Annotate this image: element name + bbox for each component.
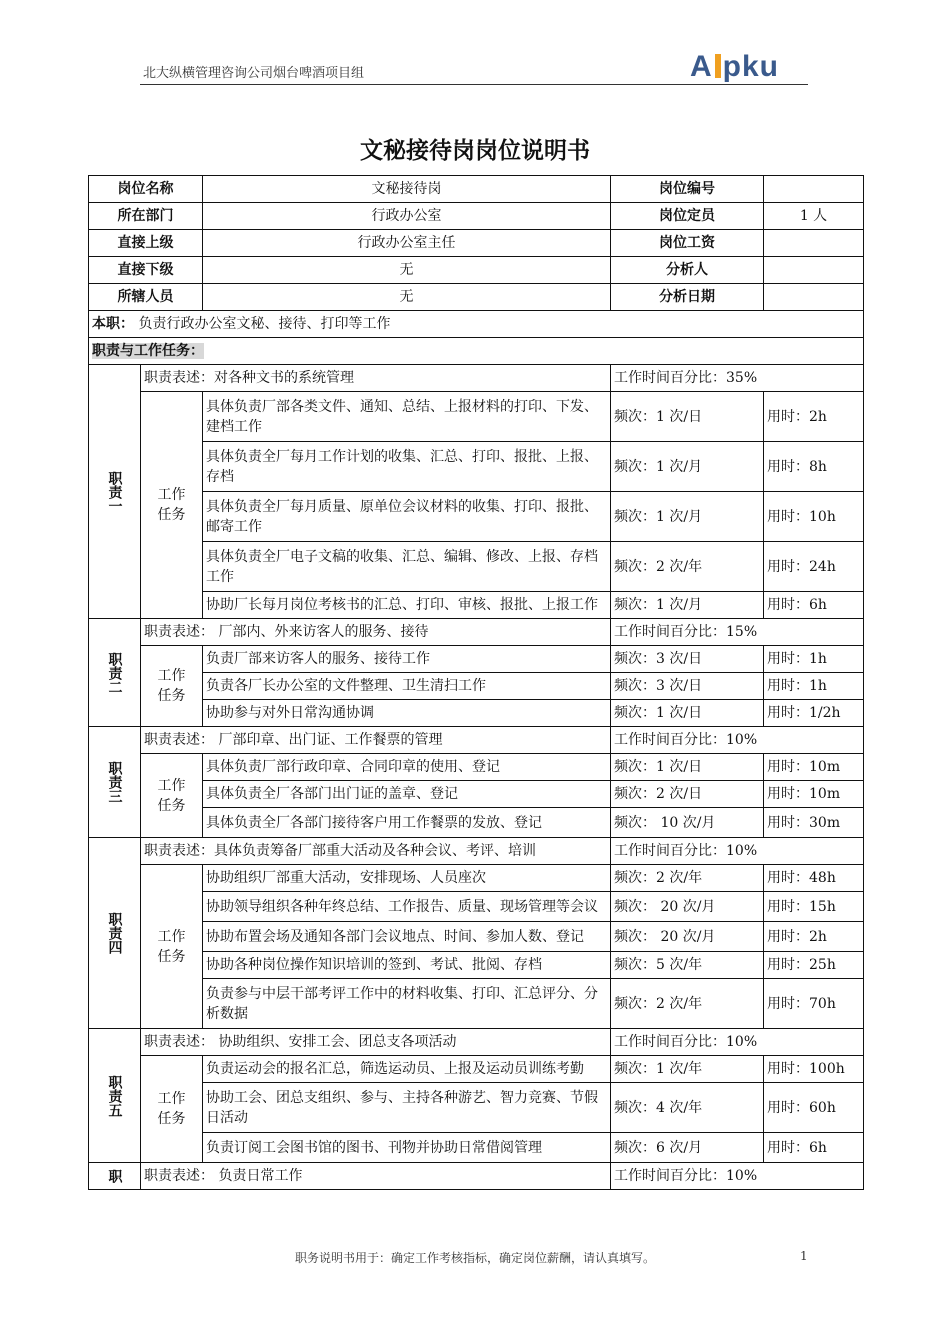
duty-label: 职责四 <box>89 838 141 1029</box>
position-code-label: 岗位编号 <box>611 176 764 203</box>
task-duration: 用时：10h <box>764 492 864 542</box>
task-duration: 用时：1h <box>764 673 864 700</box>
task-duration: 用时：48h <box>764 865 864 892</box>
task-text: 负责订阅工会图书馆的图书、刊物并协助日常借阅管理 <box>203 1133 611 1163</box>
logo-letter-a: A <box>690 50 713 83</box>
task-row <box>89 754 864 781</box>
role-row <box>89 311 864 338</box>
duty-description: 职责表述： 协助组织、安排工会、团总支各项活动 <box>141 1029 611 1056</box>
task-frequency: 频次：1 次/月 <box>611 442 764 492</box>
task-group-label: 工作任务 <box>141 1056 203 1163</box>
task-text: 负责运动会的报名汇总，筛选运动员、上报及运动员训练考勤 <box>203 1056 611 1083</box>
duties-header-cell <box>89 338 864 365</box>
task-row <box>89 1133 864 1163</box>
analyst-label: 分析人 <box>611 257 764 284</box>
task-group-label: 工作任务 <box>141 646 203 727</box>
task-row <box>89 781 864 808</box>
basic-row-4 <box>89 257 864 284</box>
task-duration: 用时：2h <box>764 922 864 952</box>
task-duration: 用时：70h <box>764 979 864 1029</box>
basic-row-1 <box>89 176 864 203</box>
task-text: 协助工会、团总支组织、参与、主持各种游艺、智力竞赛、节假日活动 <box>203 1083 611 1133</box>
footer-note: 职务说明书用于：确定工作考核指标，确定岗位薪酬，请认真填写。 <box>294 1251 655 1265</box>
task-frequency: 频次：2 次/日 <box>611 781 764 808</box>
task-group-label: 工作任务 <box>141 865 203 1029</box>
duty-desc-row <box>89 838 864 865</box>
task-text: 具体负责全厂各部门接待客户用工作餐票的发放、登记 <box>203 808 611 838</box>
duties-header: 职责与工作任务： <box>92 343 204 359</box>
task-row <box>89 1056 864 1083</box>
task-text: 负责厂部来访客人的服务、接待工作 <box>203 646 611 673</box>
company-logo <box>690 50 779 84</box>
role-label: 本职： <box>92 316 134 332</box>
duty-time-percent: 工作时间百分比：10% <box>611 727 864 754</box>
subordinate-label: 直接下级 <box>89 257 203 284</box>
task-duration: 用时：24h <box>764 542 864 592</box>
duty-description: 职责表述： 厂部内、外来访客人的服务、接待 <box>141 619 611 646</box>
task-text: 具体负责全厂每月工作计划的收集、汇总、打印、报批、上报、存档 <box>203 442 611 492</box>
task-frequency: 频次：1 次/月 <box>611 592 764 619</box>
logo-bar-icon <box>715 54 721 78</box>
task-duration: 用时：10m <box>764 754 864 781</box>
task-frequency: 频次：1 次/日 <box>611 700 764 727</box>
salary-value <box>764 230 864 257</box>
task-text: 具体负责厂部行政印章、合同印章的使用、登记 <box>203 754 611 781</box>
task-row <box>89 542 864 592</box>
page-title: 文秘接待岗岗位说明书 <box>360 138 590 164</box>
duty-label: 职责五 <box>89 1029 141 1163</box>
managed-staff-value: 无 <box>203 284 611 311</box>
basic-row-5 <box>89 284 864 311</box>
staff-quota-value: 1 人 <box>764 203 864 230</box>
task-row <box>89 1083 864 1133</box>
task-frequency: 频次：2 次/年 <box>611 542 764 592</box>
task-row <box>89 892 864 922</box>
task-text: 负责各厂长办公室的文件整理、卫生清扫工作 <box>203 673 611 700</box>
basic-row-3 <box>89 230 864 257</box>
logo-letters-pku: pku <box>722 50 780 83</box>
page-number: 1 <box>800 1249 808 1263</box>
duty-description: 职责表述： 负责日常工作 <box>141 1163 611 1190</box>
task-duration: 用时：60h <box>764 1083 864 1133</box>
salary-label: 岗位工资 <box>611 230 764 257</box>
task-text: 协助各种岗位操作知识培训的签到、考试、批阅、存档 <box>203 952 611 979</box>
task-row <box>89 700 864 727</box>
task-group-label: 工作任务 <box>141 392 203 619</box>
task-row <box>89 979 864 1029</box>
duty-time-percent: 工作时间百分比：15% <box>611 619 864 646</box>
task-duration: 用时：15h <box>764 892 864 922</box>
task-duration: 用时：100h <box>764 1056 864 1083</box>
task-frequency: 频次：1 次/年 <box>611 1056 764 1083</box>
task-frequency: 频次：6 次/月 <box>611 1133 764 1163</box>
task-row <box>89 646 864 673</box>
job-description-table <box>88 175 864 1190</box>
position-name-label: 岗位名称 <box>89 176 203 203</box>
task-duration: 用时：25h <box>764 952 864 979</box>
task-frequency: 频次：1 次/日 <box>611 392 764 442</box>
task-frequency: 频次：5 次/年 <box>611 952 764 979</box>
task-group-label: 工作任务 <box>141 754 203 838</box>
staff-quota-label: 岗位定员 <box>611 203 764 230</box>
position-name-value: 文秘接待岗 <box>203 176 611 203</box>
task-duration: 用时：30m <box>764 808 864 838</box>
task-duration: 用时：1h <box>764 646 864 673</box>
task-duration: 用时：6h <box>764 1133 864 1163</box>
position-code-value <box>764 176 864 203</box>
header-divider <box>140 84 808 85</box>
analysis-date-value <box>764 284 864 311</box>
header-org-name: 北大纵横管理咨询公司烟台啤酒项目组 <box>143 66 365 81</box>
task-text: 具体负责全厂每月质量、原单位会议材料的收集、打印、报批、邮寄工作 <box>203 492 611 542</box>
analysis-date-label: 分析日期 <box>611 284 764 311</box>
duty-desc-row <box>89 727 864 754</box>
task-frequency: 频次： 20 次/月 <box>611 892 764 922</box>
basic-row-2 <box>89 203 864 230</box>
task-text: 协助布置会场及通知各部门会议地点、时间、参加人数、登记 <box>203 922 611 952</box>
task-frequency: 频次：2 次/年 <box>611 865 764 892</box>
duty-time-percent: 工作时间百分比：10% <box>611 1029 864 1056</box>
task-row <box>89 392 864 442</box>
duty-description: 职责表述： 厂部印章、出门证、工作餐票的管理 <box>141 727 611 754</box>
duty-label: 职 <box>89 1163 141 1190</box>
task-duration: 用时：6h <box>764 592 864 619</box>
duty-desc-row <box>89 1163 864 1190</box>
superior-label: 直接上级 <box>89 230 203 257</box>
duty-label: 职责三 <box>89 727 141 838</box>
department-label: 所在部门 <box>89 203 203 230</box>
task-frequency: 频次： 20 次/月 <box>611 922 764 952</box>
task-text: 协助参与对外日常沟通协调 <box>203 700 611 727</box>
task-text: 协助领导组织各种年终总结、工作报告、质量、现场管理等会议 <box>203 892 611 922</box>
task-row <box>89 592 864 619</box>
task-duration: 用时：1/2h <box>764 700 864 727</box>
task-row <box>89 865 864 892</box>
task-frequency: 频次：1 次/月 <box>611 492 764 542</box>
subordinate-value: 无 <box>203 257 611 284</box>
duty-label: 职责二 <box>89 619 141 727</box>
analyst-value <box>764 257 864 284</box>
task-row <box>89 952 864 979</box>
task-row <box>89 673 864 700</box>
duty-desc-row <box>89 365 864 392</box>
task-frequency: 频次：4 次/年 <box>611 1083 764 1133</box>
task-text: 具体负责厂部各类文件、通知、总结、上报材料的打印、下发、建档工作 <box>203 392 611 442</box>
task-text: 负责参与中层干部考评工作中的材料收集、打印、汇总评分、分析数据 <box>203 979 611 1029</box>
task-text: 具体负责全厂电子文稿的收集、汇总、编辑、修改、上报、存档工作 <box>203 542 611 592</box>
task-frequency: 频次：3 次/日 <box>611 646 764 673</box>
superior-value: 行政办公室主任 <box>203 230 611 257</box>
duty-desc-row <box>89 619 864 646</box>
task-row <box>89 808 864 838</box>
task-frequency: 频次：3 次/日 <box>611 673 764 700</box>
duty-time-percent: 工作时间百分比：10% <box>611 838 864 865</box>
duty-time-percent: 工作时间百分比：10% <box>611 1163 864 1190</box>
duties-header-row <box>89 338 864 365</box>
task-text: 协助组织厂部重大活动，安排现场、人员座次 <box>203 865 611 892</box>
role-value: 负责行政办公室文秘、接待、打印等工作 <box>138 316 391 332</box>
task-duration: 用时：8h <box>764 442 864 492</box>
task-frequency: 频次：1 次/日 <box>611 754 764 781</box>
duty-time-percent: 工作时间百分比：35% <box>611 365 864 392</box>
department-value: 行政办公室 <box>203 203 611 230</box>
task-duration: 用时：2h <box>764 392 864 442</box>
task-frequency: 频次： 10 次/月 <box>611 808 764 838</box>
task-row <box>89 922 864 952</box>
task-frequency: 频次：2 次/年 <box>611 979 764 1029</box>
task-row <box>89 442 864 492</box>
duty-desc-row <box>89 1029 864 1056</box>
managed-staff-label: 所辖人员 <box>89 284 203 311</box>
task-duration: 用时：10m <box>764 781 864 808</box>
duty-description: 职责表述：具体负责筹备厂部重大活动及各种会议、考评、培训 <box>141 838 611 865</box>
duty-description: 职责表述：对各种文书的系统管理 <box>141 365 611 392</box>
task-text: 协助厂长每月岗位考核书的汇总、打印、审核、报批、上报工作 <box>203 592 611 619</box>
task-text: 具体负责全厂各部门出门证的盖章、登记 <box>203 781 611 808</box>
task-row <box>89 492 864 542</box>
duty-label: 职责一 <box>89 365 141 619</box>
role-cell <box>89 311 864 338</box>
